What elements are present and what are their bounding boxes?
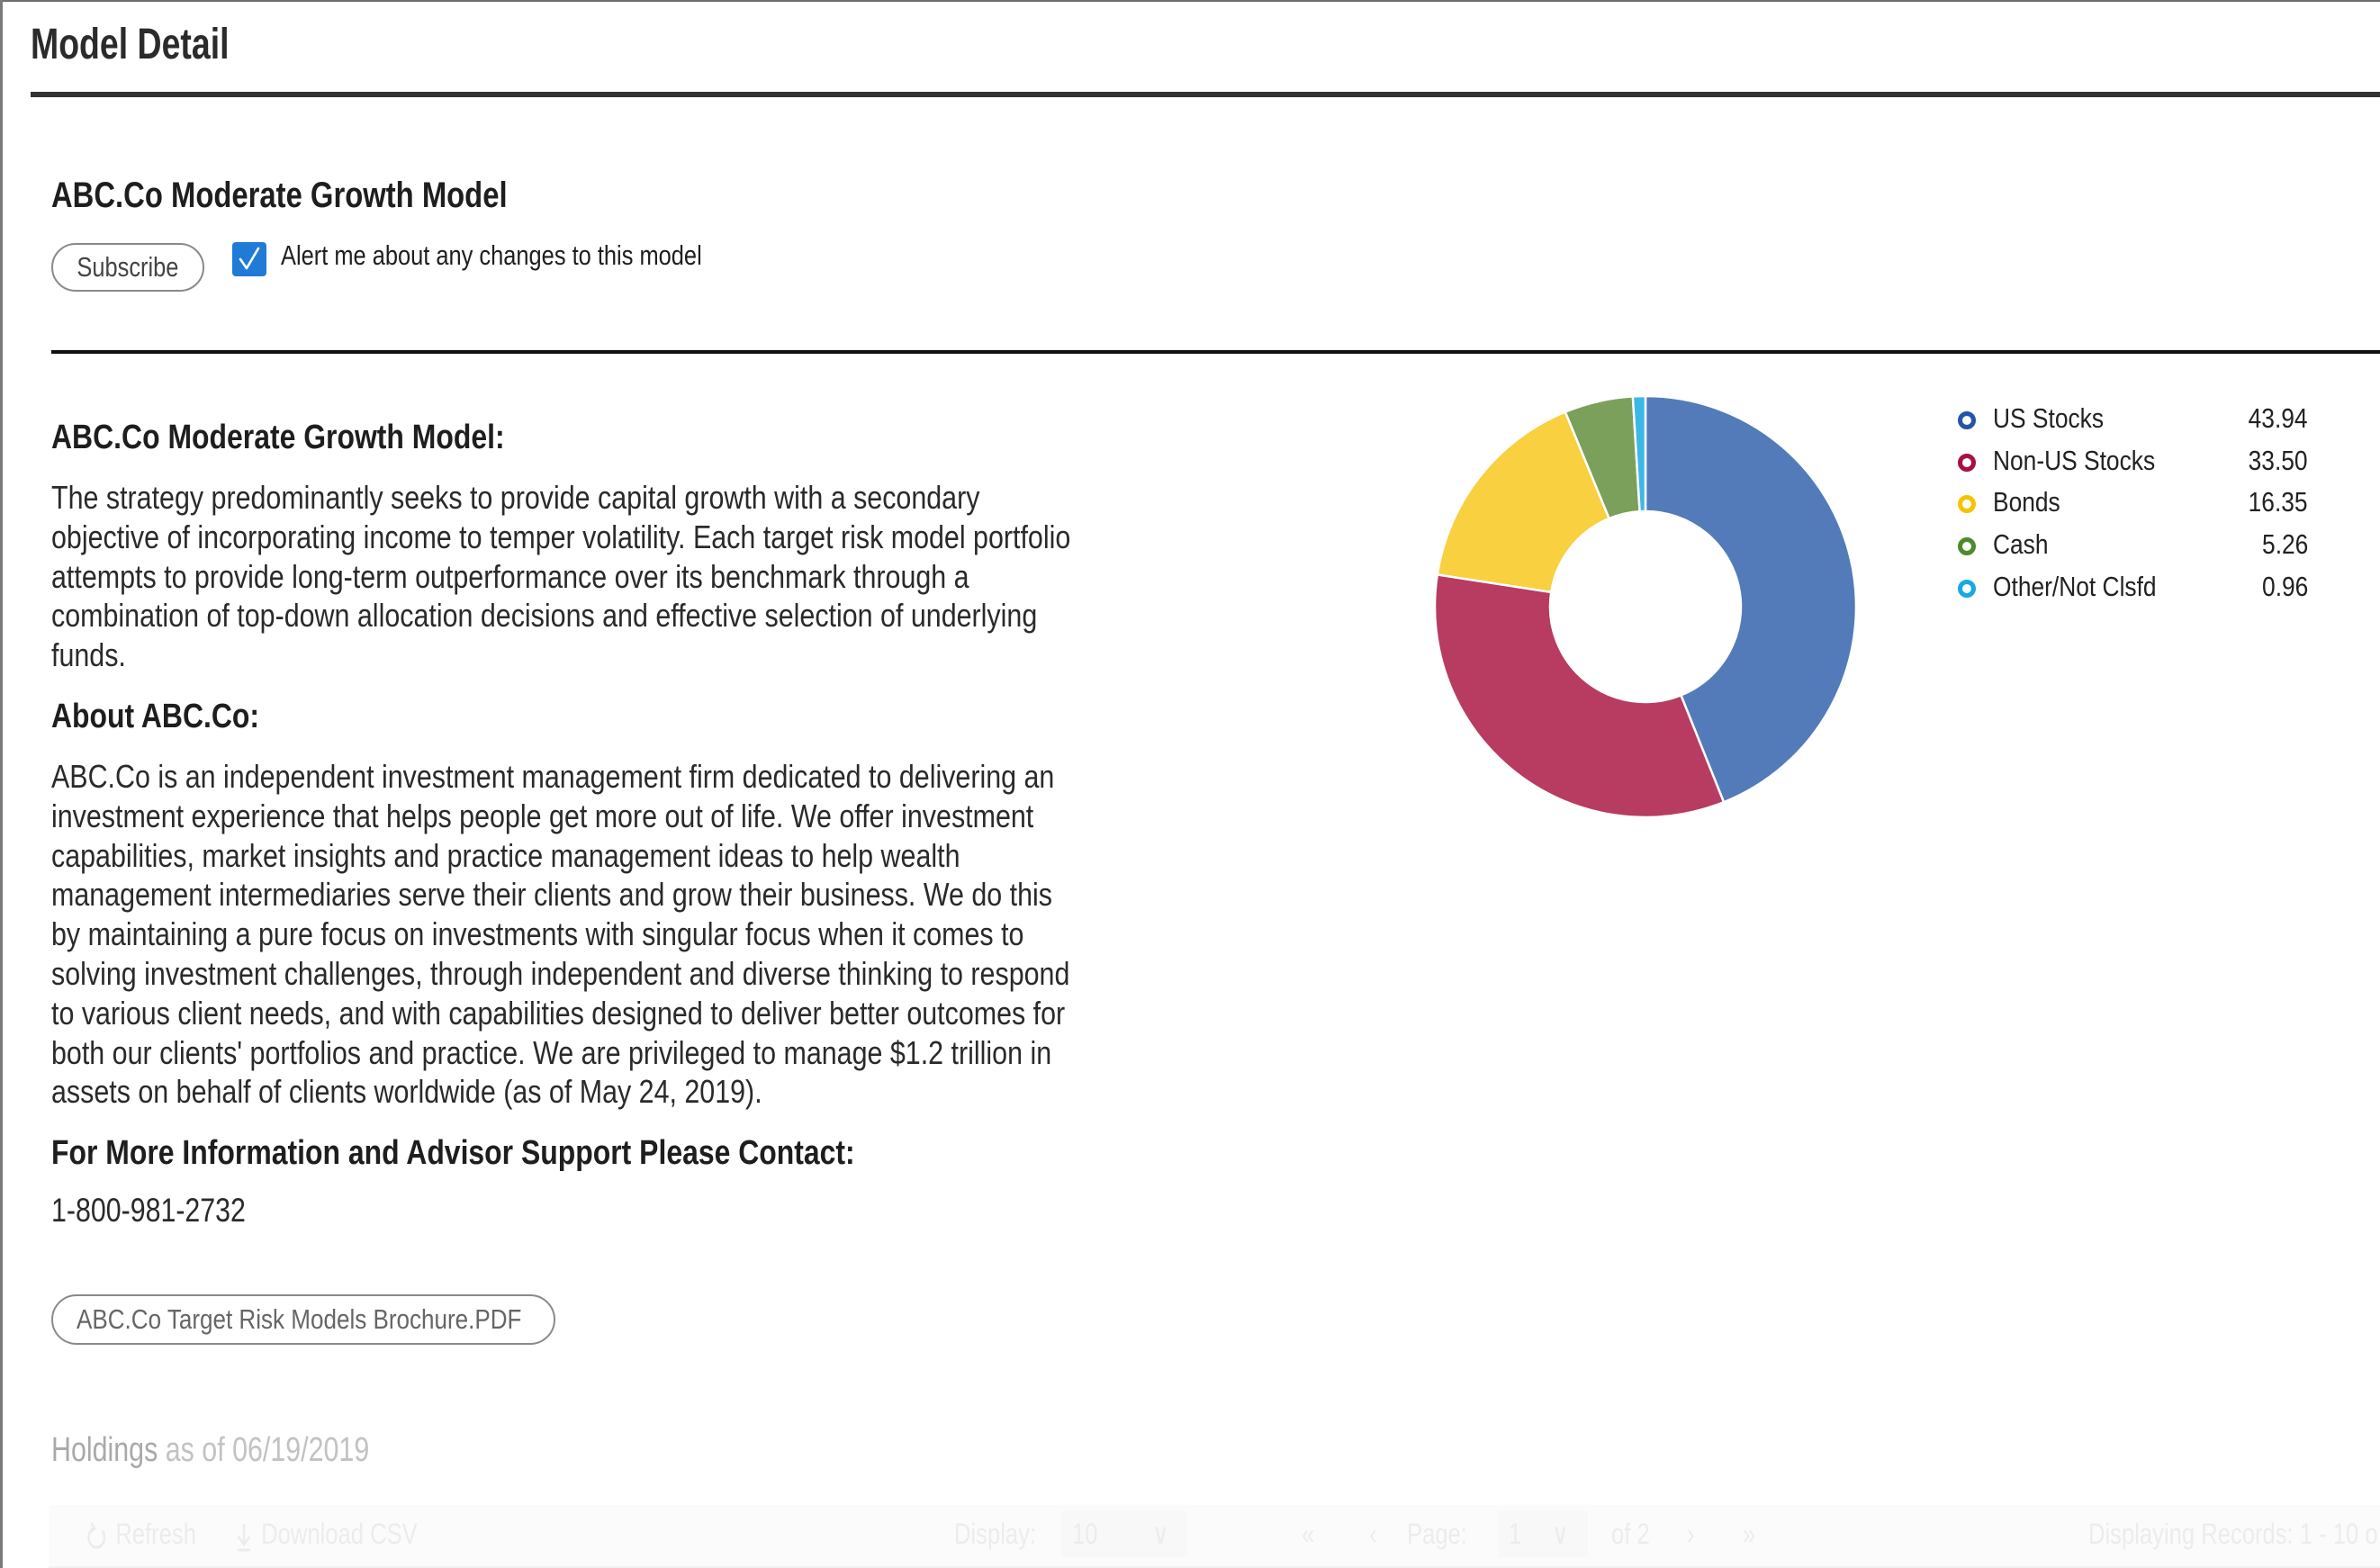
display-label (954, 1514, 1057, 1554)
legend-label: Other/Not Clsfd (1993, 571, 2157, 602)
page-label (1407, 1514, 1483, 1554)
description-line: objective of incorporating income to temper volatility. Each target risk model portfolio (51, 518, 1071, 555)
alert-checkbox-label[interactable] (281, 238, 794, 274)
brochure-label: ABC.Co Target Risk Models Brochure.PDF (77, 1303, 522, 1335)
first-page-icon: « (1302, 1518, 1315, 1550)
last-page-button[interactable] (1743, 1514, 1759, 1554)
legend-label: US Stocks (1993, 402, 2105, 434)
legend-label: Non-US Stocks (1993, 445, 2156, 476)
about-line: to various client needs, and with capabilities designed to deliver better outcomes for (51, 994, 1066, 1032)
model-name-heading (51, 174, 608, 217)
about-heading (51, 697, 299, 736)
legend-value: 16.35 (2249, 486, 2308, 518)
checkmark-icon (232, 242, 266, 276)
refresh-button[interactable] (85, 1514, 224, 1554)
legend-item-other (1953, 569, 2313, 605)
about-heading-text: About ABC.Co: (51, 698, 260, 735)
holdings-as-of: as of 06/19/2019 (165, 1431, 370, 1469)
legend-item-non-us-stocks (1953, 443, 2313, 479)
legend-circle-icon (1958, 580, 1976, 598)
description-heading (51, 418, 591, 457)
display-dropdown-glyph: ∨ (1152, 1518, 1169, 1550)
download-icon (233, 1518, 255, 1554)
contact-phone-text: 1-800-981-2732 (51, 1192, 246, 1229)
legend-value: 0.96 (2261, 571, 2308, 602)
description-line: funds. (51, 636, 126, 674)
download-csv-label: Download CSV (261, 1518, 418, 1550)
about-line: both our clients' portfolios and practice. We are privileged to manage $1.2 trillion in (51, 1033, 1052, 1071)
legend-label: Bonds (1993, 486, 2060, 518)
legend-circle-icon (1958, 495, 1976, 513)
donut-slice-non-us-stocks[interactable] (1435, 574, 1724, 817)
section-divider (51, 350, 2380, 354)
legend-item-us-stocks (1953, 401, 2313, 437)
records-count-text: Displaying Records: 1 - 10 o (2088, 1518, 2378, 1550)
page-chevron-down-icon[interactable] (1552, 1514, 1573, 1554)
next-page-icon: › (1687, 1518, 1695, 1550)
description-line: combination of top-down allocation decisions and effective selection of underlying (51, 597, 1038, 635)
holdings-heading (51, 1429, 449, 1471)
prev-page-icon: ‹ (1369, 1518, 1377, 1550)
about-line: assets on behalf of clients worldwide (as of May 24, 2019). (51, 1073, 762, 1111)
holdings-toolbar (49, 1505, 2380, 1568)
legend-item-cash (1953, 527, 2313, 563)
page-value-text: 1 (1509, 1518, 1522, 1550)
display-label-text: Display: (954, 1518, 1037, 1550)
refresh-icon (85, 1518, 109, 1554)
about-paragraph (51, 757, 1257, 1112)
page-title (31, 20, 285, 70)
description-paragraph (51, 478, 1258, 675)
legend-label: Cash (1993, 528, 2049, 560)
refresh-label: Refresh (115, 1518, 196, 1550)
chevron-down-icon[interactable] (1152, 1514, 1173, 1554)
page-value (1509, 1514, 1525, 1554)
alert-checkbox[interactable] (232, 242, 266, 276)
asset-allocation-donut-chart (1422, 384, 1872, 834)
subscribe-label: Subscribe (77, 251, 179, 283)
brochure-pdf-button[interactable] (51, 1294, 555, 1345)
about-line: ABC.Co is an independent investment management firm dedicated to delivering an (51, 758, 1055, 795)
about-line: by maintaining a pure focus on investments with singular focus when it comes to (51, 915, 1024, 953)
description-line: attempts to provide long-term outperformance over its benchmark through a (51, 557, 969, 595)
about-line: capabilities, market insights and practice management ideas to help wealth (51, 836, 960, 874)
page-dropdown-glyph: ∨ (1552, 1518, 1569, 1550)
next-page-button[interactable] (1687, 1514, 1697, 1554)
page-title-text: Model Detail (31, 21, 230, 68)
subscribe-button[interactable] (51, 243, 204, 292)
last-page-icon: » (1743, 1518, 1756, 1550)
display-count-text: 10 (1072, 1518, 1098, 1550)
legend-circle-icon (1958, 537, 1976, 555)
window-left-border (0, 0, 3, 1568)
about-line: management intermediaries serve their clients and grow their business. We do this (51, 876, 1052, 914)
legend-item-bonds (1953, 484, 2313, 520)
model-name-text: ABC.Co Moderate Growth Model (51, 176, 508, 215)
page-of-total (1611, 1514, 1659, 1554)
contact-heading-text: For More Information and Advisor Support Please Contact: (51, 1134, 855, 1172)
legend-circle-icon (1958, 411, 1976, 429)
legend-value: 43.94 (2249, 402, 2308, 434)
contact-heading (51, 1133, 1008, 1173)
holdings-label: Holdings (51, 1431, 158, 1469)
download-csv-button[interactable] (233, 1514, 464, 1554)
legend-value: 33.50 (2249, 445, 2308, 476)
about-line: investment experience that helps people get more out of life. We offer investment (51, 797, 1034, 834)
prev-page-button[interactable] (1369, 1514, 1379, 1554)
description-line: The strategy predominantly seeks to provide capital growth with a secondary (51, 479, 980, 516)
about-line: solving investment challenges, through independent and diverse thinking to respond (51, 954, 1070, 992)
contact-phone (51, 1190, 288, 1231)
legend-value: 5.26 (2261, 528, 2308, 560)
window-top-border (0, 0, 2380, 2)
first-page-button[interactable] (1302, 1514, 1318, 1554)
description-heading-text: ABC.Co Moderate Growth Model: (51, 419, 505, 456)
alert-label-text: Alert me about any changes to this model (281, 239, 702, 271)
display-count-value (1072, 1514, 1104, 1554)
legend-circle-icon (1958, 454, 1976, 472)
records-count (2088, 1514, 2380, 1554)
page-label-text: Page: (1407, 1518, 1467, 1550)
title-divider (31, 92, 2380, 97)
page-of-text: of 2 (1611, 1518, 1650, 1550)
